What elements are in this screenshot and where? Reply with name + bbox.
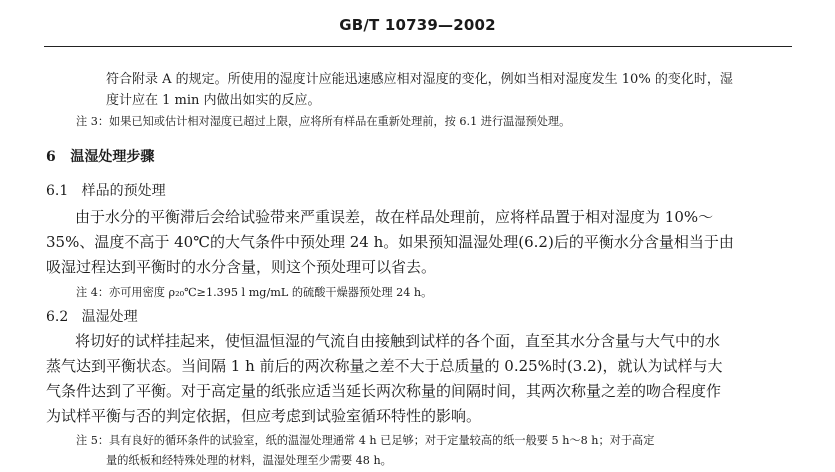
section-6-2-number: 6.2	[46, 309, 69, 325]
section-6-1-para-line-3: 吸湿过程达到平衡时的水分含量，则这个预处理可以省去。	[46, 258, 437, 276]
note-5-line-1: 注 5：具有良好的循环条件的试验室，纸的温湿处理通常 4 h 已足够；对于定量较高的纸一般要 5 h～8 h；对于高定	[76, 434, 655, 447]
header-rule	[44, 46, 792, 47]
note-3: 注 3：如果已知或估计相对湿度已超过上限，应将所有样品在重新处理前，按 6.1 进行温湿预处理。	[76, 115, 571, 128]
section-6-1-title: 样品的预处理	[81, 183, 166, 199]
section-6-1-heading	[46, 180, 166, 200]
top-para-line-1: 符合附录 A 的规定。所使用的湿度计应能迅速感应相对湿度的变化，例如当相对湿度发生 10% 的变化时，湿	[106, 72, 733, 87]
section-6-1-para-line-1: 由于水分的平衡滞后会给试验带来严重误差，故在样品处理前，应将样品置于相对湿度为 10%～	[75, 208, 714, 226]
note-5-line-2: 量的纸板和经特殊处理的材料，温湿处理至少需要 48 h。	[106, 454, 392, 467]
section-6-2-para-line-3: 气条件达到了平衡。对于高定量的纸张应适当延长两次称量的间隔时间，其两次称量之差的吻合程度作	[46, 382, 722, 400]
section-6-2-title: 温湿处理	[81, 309, 138, 325]
section-6-2-para-line-1: 将切好的试样挂起来，使恒温恒湿的气流自由接触到试样的各个面，直至其水分含量与大气中的水	[75, 332, 721, 350]
top-para-line-2: 度计应在 1 min 内做出如实的反应。	[106, 93, 321, 108]
section-6-heading	[46, 146, 154, 166]
section-6-1-para-line-2: 35%、温度不高于 40℃的大气条件中预处理 24 h。如果预知温湿处理(6.2)后的平衡水分含量相当于由	[46, 233, 734, 251]
section-6-1-number: 6.1	[46, 183, 69, 199]
note-4: 注 4：亦可用密度 ρ₂₀℃≥1.395 l mg/mL 的硫酸干燥器预处理 24 h。	[76, 286, 433, 299]
section-6-title: 温湿处理步骤	[70, 149, 155, 165]
section-6-2-para-line-2: 蒸气达到平衡状态。当间隔 1 h 前后的两次称量之差不大于总质量的 0.25%时(3.2)，就认为试样与大	[46, 357, 723, 375]
section-6-2-para-line-4: 为试样平衡与否的判定依据，但应考虑到试验室循环特性的影响。	[46, 407, 482, 425]
standard-number-header: GB/T 10739—2002	[339, 16, 496, 34]
section-6-2-heading	[46, 306, 138, 326]
section-6-number: 6	[46, 149, 56, 165]
